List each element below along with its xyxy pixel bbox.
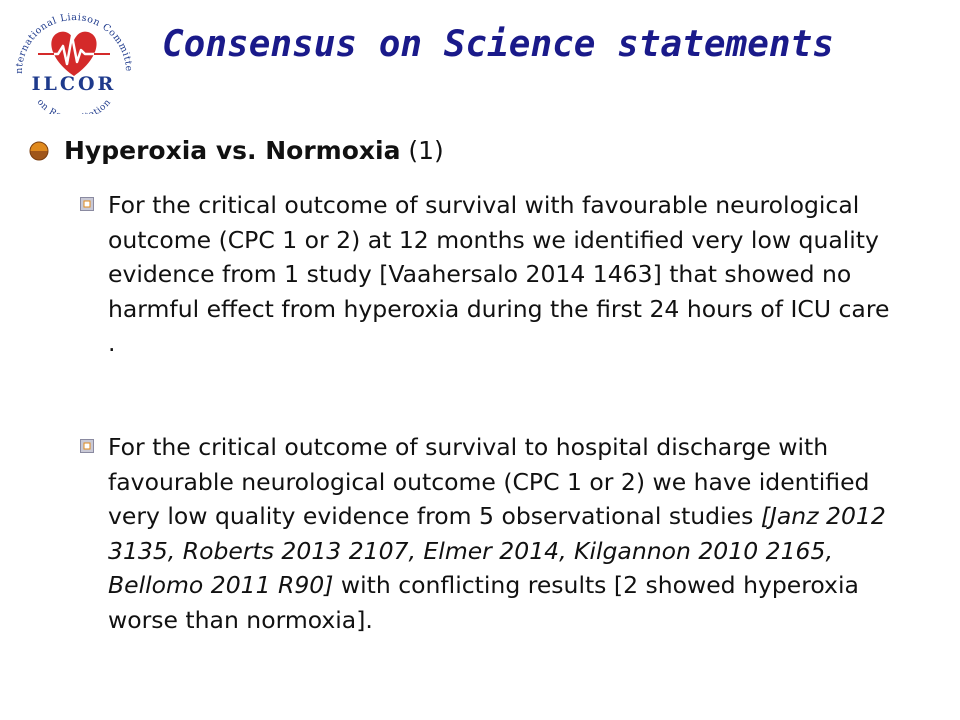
svg-text:on Resuscitation: [35, 98, 114, 114]
slide-title: Consensus on Science statements: [162, 24, 834, 65]
statement-text-1: For the critical outcome of survival with favourable neurological outcome (CPC 1 or 2) at 12 months we identified very low quality evidence from 1 study [Vaahersalo 2014 1463] that showed no harmful effect from hyperoxia during the first 24 hours of ICU care .: [108, 191, 890, 357]
statement-2-intro: For the critical outcome of survival to hospital discharge with favourable neurological outcome (CPC 1 or 2) we have identified very low quality evidence from 5 observational studies: [108, 433, 870, 530]
section-heading-suffix: (1): [400, 136, 444, 165]
statement-2-conclusion: with conflicting results [2 showed hyperoxia worse than normoxia].: [108, 571, 859, 634]
ilcor-logo-graphic: [8, 6, 140, 114]
square-bullet-icon: [80, 439, 94, 453]
orange-disc-bullet-icon: [28, 140, 50, 162]
logo-acronym: ILCOR: [31, 73, 117, 95]
statement-text-2: [108, 430, 898, 637]
ilcor-logo: [8, 6, 140, 114]
section-heading: [64, 136, 444, 165]
logo-arc-bottom-text: on R tion: [34, 97, 114, 114]
section-heading-bold: Hyperoxia vs. Normoxia: [64, 136, 401, 165]
logo-arc-top-text: nternational Liaison Committe: [13, 11, 135, 74]
statement-2-references: [Janz 2012 3135, Roberts 2013 2107, Elmer 2014, Kilgannon 2010 2165, Bellomo 2011 R90]: [108, 502, 886, 599]
square-bullet-icon: [80, 197, 94, 211]
